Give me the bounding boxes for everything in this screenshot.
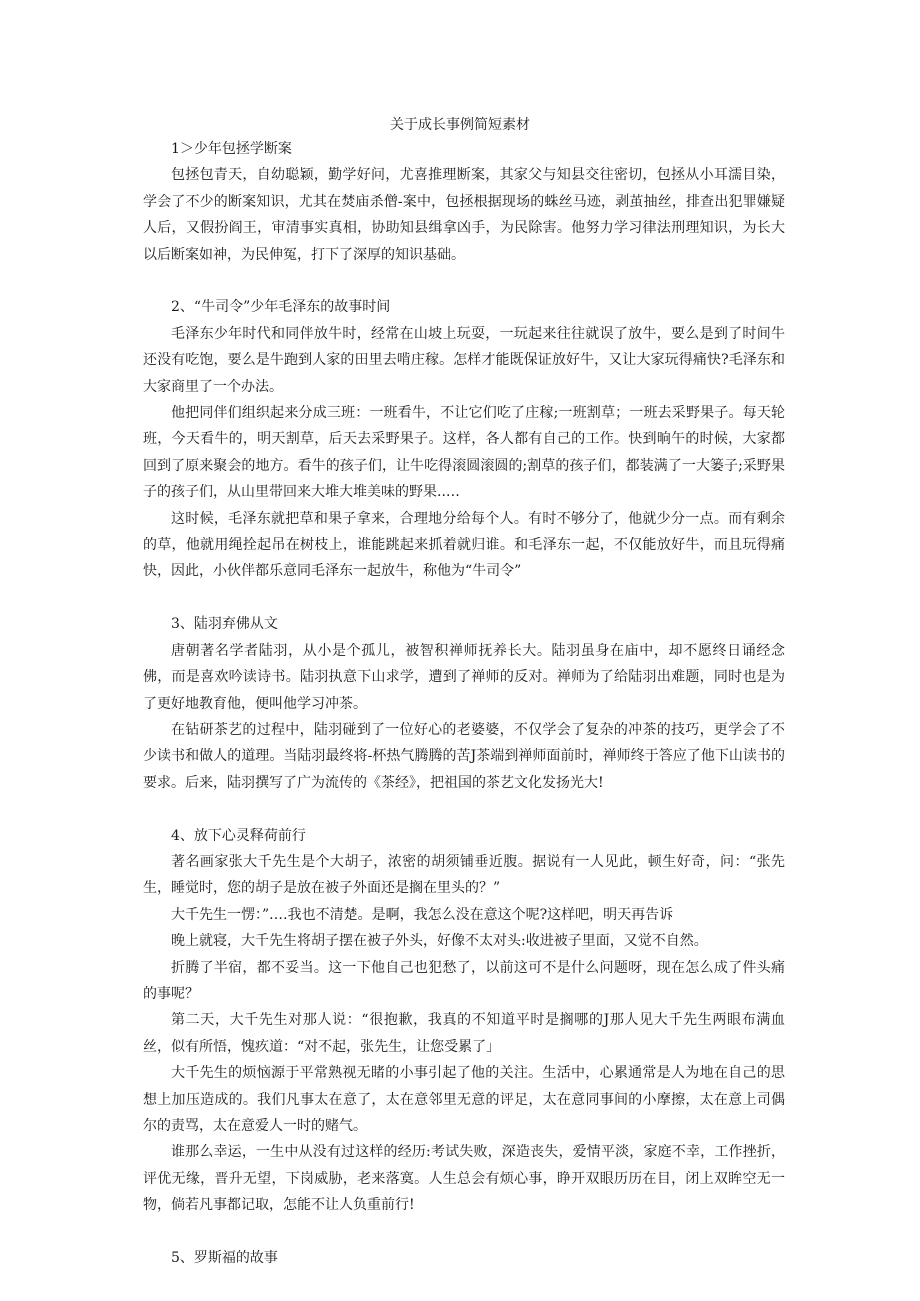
paragraph: 晚上就寝，大千先生将胡子摆在被子外头，好像不太对头:收进被子里面，又觉不自然。 (171, 933, 708, 950)
section-2 (143, 294, 785, 584)
section-spacer (143, 268, 785, 294)
document-title: 关于成长事例简短素材 (390, 117, 530, 133)
section-1 (143, 136, 785, 268)
paragraph: 著名画家张大千先生是个大胡子，浓密的胡须铺垂近腹。据说有一人见此，顿生好奇，问：“张先生，睡觉时，您的胡子是放在被子外面还是搁在里头的？” (143, 853, 785, 897)
section-heading: 2、“牛司令”少年毛泽东的故事时间 (171, 299, 391, 316)
section-heading: 5、罗斯福的故事 (171, 1250, 278, 1266)
document-body (143, 136, 785, 1271)
section-heading: 4、放下心灵释荷前行 (171, 827, 306, 844)
paragraph: 第二天，大千先生对那人说：“很抱歉，我真的不知道平时是搁哪的J那人见大千先生两眼布满血丝，似有所悟，愧疚道：“对不起，张先生，让您受累了」 (143, 1012, 785, 1055)
section-5 (143, 1245, 785, 1271)
paragraph: 这时候，毛泽东就把草和果子拿来，合理地分给每个人。有时不够分了，他就少分一点。而有剩余的草，他就用绳拴起吊在树枝上，谁能跳起来抓着就归谁。和毛泽东一起，不仅能放好牛，而且玩得痛快，因此，小伙伴都乐意同毛泽东一起放牛，称他为“牛司令” (143, 510, 785, 580)
section-spacer (143, 796, 785, 822)
section-heading: 1＞少年包拯学断案 (171, 141, 292, 157)
paragraph: 他把同伴们组织起来分成三班：一班看牛，不让它们吃了庄稼;一班割草；一班去采野果子。每天轮班，今天看牛的，明天割草，后天去采野果子。这样，各人都有自己的工作。快到晌午的时候，大家都回到了原来聚会的地方。看牛的孩子们，让牛吃得滚圆滚圆的;割草的孩子们，都装满了一大篓子;采野果子的孩子们，从山里带回来大堆大堆美味的野果..… (143, 405, 785, 501)
section-heading: 3、陆羽弃佛从文 (171, 616, 278, 633)
paragraph: 在钻研茶艺的过程中，陆羽碰到了一位好心的老婆婆，不仅学会了复杂的冲茶的技巧，更学会了不少读书和做人的道理。当陆羽最终将-杯热气腾腾的苦J茶端到禅师面前时，禅师终于答应了他下山读书的要求。后来，陆羽撰写了广为流传的《茶经》，把祖国的茶艺文化发扬光大! (143, 721, 785, 791)
section-4 (143, 823, 785, 1219)
paragraph: 毛泽东少年时代和同伴放牛时，经常在山坡上玩耍，一玩起来往往就误了放牛，要么是到了时间牛还没有吃饱，要么是牛跑到人家的田里去啃庄稼。怎样才能既保证放好牛，又让大家玩得痛快?毛泽东和大家商里了一个办法。 (143, 325, 785, 395)
paragraph: 大千先生的烦恼源于平常熟视无睹的小事引起了他的关注。生活中，心累通常是人为地在自己的思想上加压造成的。我们凡事太在意了，太在意邻里无意的评足，太在意同事间的小摩擦，太在意上司偶尔的责骂，太在意爱人一时的赌气。 (143, 1065, 785, 1134)
paragraph: 大千先生一愣：”.…我也不清楚。是啊，我怎么没在意这个呢?这样吧，明天再告诉 (171, 906, 674, 923)
paragraph: 唐朝著名学者陆羽，从小是个孤儿，被智积禅师抚养长大。陆羽虽身在庙中，却不愿终日诵经念佛，而是喜欢吟读诗书。陆羽执意下山求学，遭到了禅师的反对。禅师为了给陆羽出难题，同时也是为了更好地教育他，便叫他学习冲茶。 (143, 642, 785, 712)
paragraph: 谁那么幸运，一生中从没有过这样的经历:考试失败，深造丧失，爱情平淡，家庭不幸，工作挫折，评优无缘，晋升无望，下岗威胁，老来落寞。人生总会有烦心事，睁开双眼历历在目，闭上双眸空无一物，倘若凡事都记取，怎能不让人负重前行! (143, 1144, 785, 1214)
section-spacer (143, 1219, 785, 1245)
paragraph: 折腾了半宿，都不妥当。这一下他自己也犯愁了，以前这可不是什么问题呀，现在怎么成了件头痛的事呢？ (143, 959, 785, 1002)
section-3 (143, 611, 785, 796)
paragraph: 包拯包青天，自幼聪颖，勤学好问，尤喜推理断案，其家父与知县交往密切，包拯从小耳濡目染，学会了不少的断案知识，尤其在焚庙杀僧-案中，包拯根据现场的蛛丝马迹，剥茧抽丝，排查出犯罪嫌疑人后，又假扮阎王，审清事实真相，协助知县缉拿凶手，为民除害。他努力学习律法刑理知识，为长大以后断案如神，为民伸冤，打下了深厚的知识基础。 (143, 167, 785, 263)
section-spacer (143, 585, 785, 611)
